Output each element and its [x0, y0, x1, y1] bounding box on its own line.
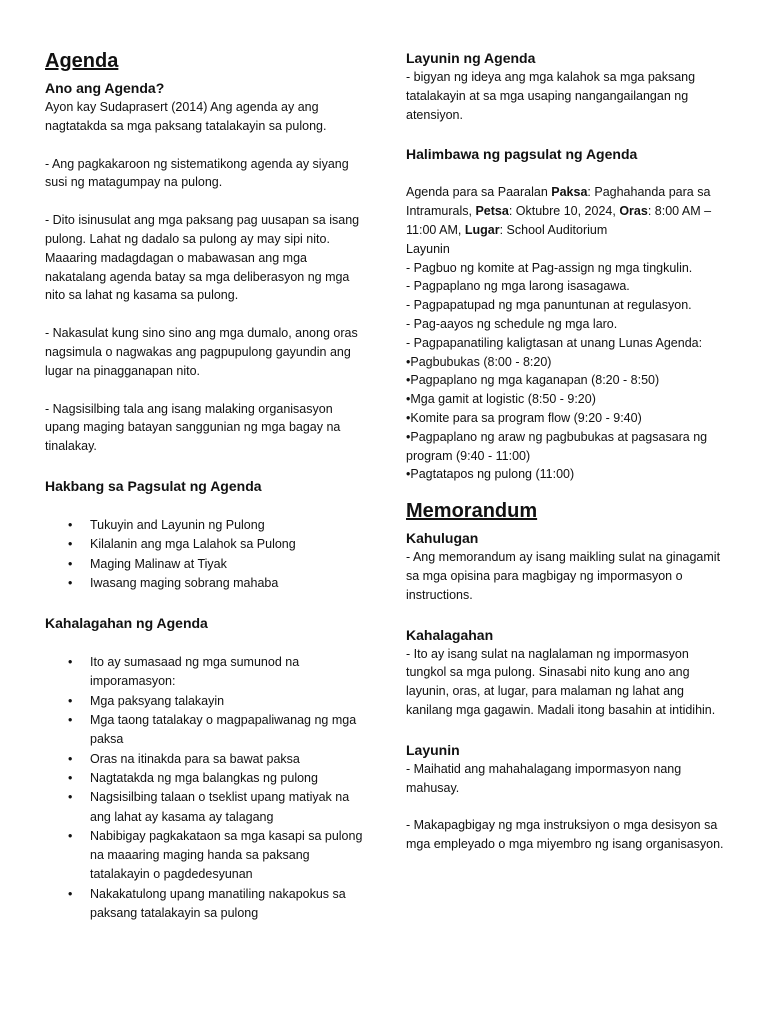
list-item: • Tukuyin and Layunin ng Pulong [45, 516, 363, 535]
petsa-label: Petsa [475, 204, 509, 219]
ano-paragraph-2: - Ang pagkakaroon ng sistematikong agenda ay siyang susi ng matagumpay na pulong. [45, 156, 349, 190]
ano-paragraph-1: Ayon kay Sudaprasert (2014) Ang agenda ay ang nagtatakda sa mga paksang tatalakayin sa pulong. [45, 100, 327, 133]
layunin-memo-heading: Layunin [406, 741, 460, 758]
paksa-value: : Paghahanda para sa Intramurals, [406, 185, 711, 219]
list-item: • Maging Malinaw at Tiyak [45, 555, 363, 574]
halimbawa-dash-list [406, 259, 726, 353]
memorandum-title: Memorandum [406, 500, 538, 523]
list-item: - Pagpaplano ng mga larong isasagawa. [406, 279, 630, 294]
agenda-title: Agenda [45, 50, 119, 72]
halimbawa-details [406, 183, 726, 239]
list-item: - Pagpapatupad ng mga panuntunan at regulasyon. [406, 298, 692, 313]
lugar-value: : School Auditorium [499, 222, 608, 237]
layunin-memo-text-1: - Maihatid ang mahahalagang impormasyon nang mahusay. [406, 761, 682, 795]
oras-value: : 8:00 AM – 11:00 AM, [406, 204, 712, 237]
list-item: • Nakakatulong upang manatiling nakapokus sa paksang tatalakayin sa pulong [45, 885, 363, 924]
list-item: • Ito ay sumasaad ng mga sumunod na imporamasyon: [45, 653, 363, 692]
layunin-agenda-text: - bigyan ng ideya ang mga kalahok sa mga paksang tatalakayin at sa mga usaping nangangailangan ng atensiyon. [406, 70, 696, 122]
list-item: - Pag-aayos ng schedule ng mga laro. [406, 316, 618, 331]
kahalagahan-memo-heading: Kahalagahan [406, 626, 494, 643]
list-item: • Nagsisilbing talaan o tseklist upang matiyak na ang lahat ay kasama ay talagang [45, 788, 363, 827]
list-item: • Mga taong tatalakay o magpapaliwanag ng mga paksa [45, 711, 363, 750]
kahulugan-heading: Kahulugan [406, 530, 479, 547]
list-item: •Pagpaplano ng araw ng pagbubukas at pagsasara ng program (9:40 - 11:00) [406, 429, 708, 463]
list-item: •Komite para sa program flow (9:20 - 9:40) [406, 410, 642, 425]
list-item: •Mga gamit at logistic (8:50 - 9:20) [406, 392, 596, 407]
ano-paragraph-5: - Nagsisilbing tala ang isang malaking organisasyon upang maging batayan sanggunian ng mga bagay na tinalakay. [45, 401, 341, 454]
list-item: - Pagbuo ng komite at Pag-assign ng mga tingkulin. [406, 260, 693, 275]
kahalagahan-memo-text: - Ito ay isang sulat na naglalaman ng impormasyon tungkol sa mga pulong. Sinasabi nito kung ano ang layunin, oras, at lugar, para malaman ng lahat ang kanilang mga gagawin. Madali itong basahin at intidihin. [406, 646, 716, 717]
ano-paragraph-3: - Dito isinusulat ang mga paksang pag uusapan sa isang pulong. Lahat ng dadalo sa pulong ay may sipi nito. Maaaring madagdagan o mabawasan ang mga nakatalang agenda batay sa mga deliberasyon ng mga nito sa lahat ng kasama sa pulong. [45, 213, 360, 303]
paksa-label: Paksa [551, 185, 588, 200]
ano-ang-agenda-heading: Ano ang Agenda? [45, 80, 165, 96]
kahalagahan-list [45, 653, 363, 923]
list-item: • Nagtatakda ng mga balangkas ng pulong [45, 769, 363, 788]
list-item: - Pagpapanatiling kaligtasan at unang Lunas Agenda: [406, 335, 703, 350]
layunin-agenda-heading: Layunin ng Agenda [406, 50, 536, 66]
right-column [406, 48, 726, 854]
halimbawa-layunin-label: Layunin [406, 241, 450, 256]
oras-label: Oras [619, 204, 648, 219]
list-item: • Mga paksyang talakayin [45, 692, 363, 711]
petsa-value: : Oktubre 10, 2024, [508, 204, 620, 219]
kahalagahan-agenda-heading: Kahalagahan ng Agenda [45, 615, 208, 632]
halimbawa-heading: Halimbawa ng pagsulat ng Agenda [406, 146, 638, 163]
lugar-label: Lugar [464, 222, 500, 237]
list-item: •Pagpaplano ng mga kaganapan (8:20 - 8:50) [406, 373, 660, 388]
ano-paragraph-4: - Nakasulat kung sino sino ang mga dumalo, anong oras nagsimula o nagwakas ang pagpupulong gayundin ang lugar na pinagganapan nito. [45, 326, 358, 378]
left-column [45, 48, 363, 923]
list-item: • Kilalanin ang mga Lalahok sa Pulong [45, 535, 363, 554]
hakbang-heading: Hakbang sa Pagsulat ng Agenda [45, 477, 262, 494]
kahulugan-text: - Ang memorandum ay isang maikling sulat na ginagamit sa mga opisina para magbigay ng impormasyon o instructions. [406, 550, 721, 602]
list-item: • Iwasang maging sobrang mahaba [45, 574, 363, 593]
layunin-memo-text-2: - Makapagbigay ng mga instruksiyon o mga desisyon sa mga empleyado o mga miyembro ng isang organisasyon. [406, 818, 724, 852]
halimbawa-intro: Agenda para sa Paaralan [406, 185, 552, 200]
list-item: • Nabibigay pagkakataon sa mga kasapi sa pulong na maaaring maging handa sa paksang tatalakayin o pagdedesyunan [45, 827, 363, 885]
list-item: • Oras na itinakda para sa bawat paksa [45, 750, 363, 769]
halimbawa-schedule-list [406, 353, 726, 485]
hakbang-list [45, 516, 363, 593]
list-item: •Pagtatapos ng pulong (11:00) [406, 467, 575, 482]
list-item: •Pagbubukas (8:00 - 8:20) [406, 354, 552, 369]
